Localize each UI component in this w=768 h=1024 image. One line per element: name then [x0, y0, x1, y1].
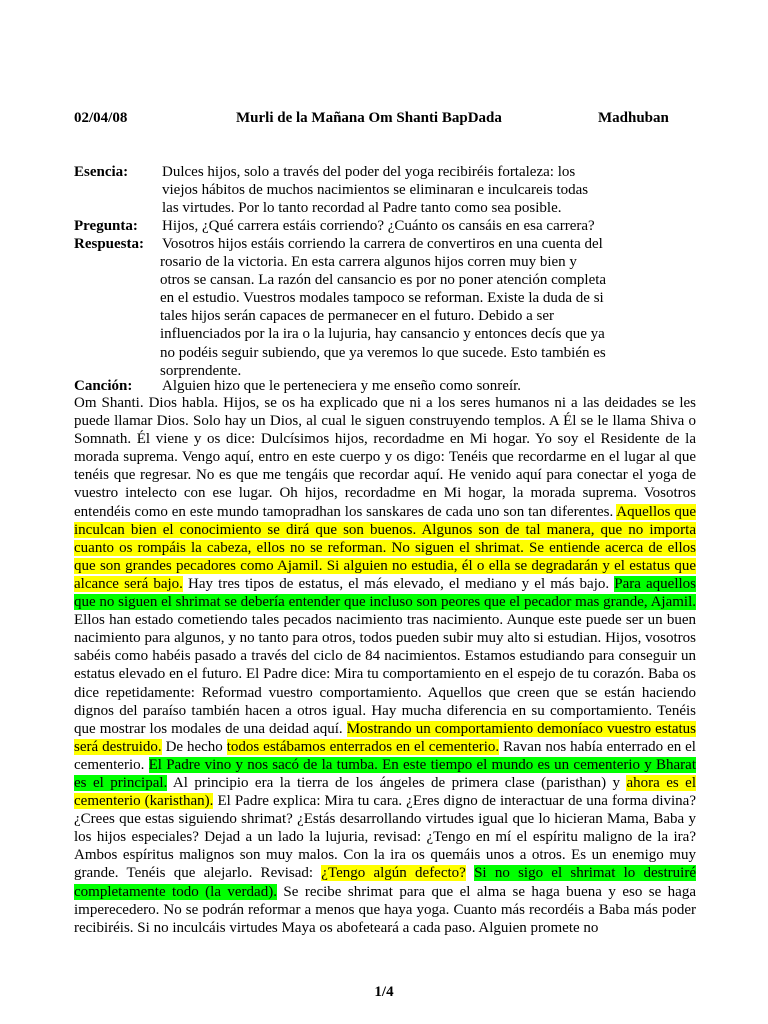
- respuesta-line: no podéis seguir subiendo, que ya veremos lo que sucede. Esto también es: [160, 344, 606, 361]
- document-title: Murli de la Mañana Om Shanti BapDada: [236, 110, 502, 126]
- highlighted-passage-yellow: Aquellos que inculcan bien el conocimiento se dirá que son buenos. Algunos son de tal manera, que no importa cuanto os rompáis la cabeza, ellos no se reforman. No siguen el shrimat. Se entiende acerca de ellos que son grandes pecadores como Ajamil. Si alguien no estudia, él o ella se degradarán y el estatus que alcance será bajo.: [74, 503, 696, 592]
- location: Madhuban: [598, 110, 669, 126]
- body-segment: Se recibe shrimat para que el alma se haga buena y eso se haga imperecedero. No se podrán reformar a menos que haya yoga. Cuanto más recordéis a Baba más poder recibiréis. Si no inculcáis virtudes Maya os abofeteará a cada paso. Alguien promete no: [74, 883, 696, 936]
- highlighted-passage-yellow: ahora es el cementerio (karisthan).: [74, 774, 697, 810]
- highlighted-passage-yellow: todos estábamos enterrados en el cementerio.: [226, 738, 500, 755]
- respuesta-text: [160, 235, 700, 380]
- body-segment: Hay tres tipos de estatus, el más elevado, el mediano y el más bajo.: [182, 575, 615, 592]
- date: 02/04/08: [74, 110, 128, 126]
- esencia-line: Dulces hijos, solo a través del poder del yoga recibiréis fortaleza: los: [162, 164, 576, 180]
- pregunta-text: Hijos, ¿Qué carrera estáis corriendo? ¿Cuánto os cansáis en esa carrera?: [162, 218, 595, 234]
- body-segment: De hecho: [161, 738, 227, 755]
- esencia-text: [160, 163, 700, 217]
- respuesta-line: rosario de la victoria. En esta carrera algunos hijos corren muy bien y: [160, 254, 577, 271]
- respuesta-label: Respuesta:: [74, 236, 144, 252]
- body-segment: Ellos han estado cometiendo tales pecados nacimiento tras nacimiento. Aunque este puede ser un buen nacimiento para algunos, y no tanto para otros, todos pueden subir muy alto si estudian. Hijos, vosotros sabéis como habéis pasado a través del ciclo de 84 nacimientos. Estamos estudiando para conseguir un estatus elevado en el futuro. El Padre dice: Mira tu comportamiento en el espejo de tu corazón. Baba os dice repetidamente: Reformad vuestro comportamiento. Aquellos que creen que se están haciendo dignos del paraíso también hacen a otros igual. Hay mucha diferencia en su comportamiento. Tenéis que mostrar los modales de una deidad aquí.: [74, 612, 696, 737]
- body-segment: [466, 865, 474, 881]
- pregunta-label: Pregunta:: [74, 218, 138, 234]
- esencia-line: viejos hábitos de muchos nacimientos se eliminaran e inculcareis todas: [162, 182, 589, 199]
- cancion-text: Alguien hizo que le perteneciera y me enseño como sonreír.: [162, 378, 522, 394]
- page-number: 1/4: [374, 984, 394, 1000]
- esencia-line: las virtudes. Por lo tanto recordad al Padre tanto como sea posible.: [162, 200, 562, 217]
- respuesta-line: tales hijos serán capaces de permanecer en el futuro. Debido a ser: [160, 308, 554, 325]
- cancion-label: Canción:: [74, 378, 133, 394]
- highlighted-passage-green: El Padre vino y nos sacó de la tumba. En este tiempo el mundo es un cementerio y Bharat es el principal.: [74, 756, 696, 791]
- highlighted-passage-yellow: Mostrando un comportamiento demoníaco vuestro estatus será destruido.: [74, 720, 696, 755]
- highlighted-passage-green: Para aquellos que no siguen el shrimat se debería entender que incluso son peores que el pecador mas grande, Ajamil.: [74, 575, 696, 611]
- respuesta-line: otros se cansan. La razón del cansancio es por no poner atención completa: [160, 272, 607, 289]
- respuesta-line: Vosotros hijos estáis corriendo la carrera de convertiros en una cuenta del: [162, 236, 603, 252]
- body-segment: El Padre explica: Mira tu cara. ¿Eres digno de interactuar de una forma divina? ¿Crees que estas siguiendo shrimat? ¿Estás desarrollando virtudes igual que lo hicieran Mama, Baba y los hijos especiales? Dejad a un lado la lujuria, revisad: ¿Tengo en mí el espíritu maligno de la ira? Ambos espíritus malignos son muy malos. Con la ira os quemáis unos a otros. Es un enemigo muy grande. Tenéis que alejarlo. Revisad:: [74, 793, 697, 882]
- respuesta-line: sorprendente.: [160, 362, 242, 379]
- body-segment: Ravan nos había enterrado en el cementerio.: [74, 738, 696, 773]
- highlighted-passage-yellow: ¿Tengo algún defecto?: [321, 865, 466, 882]
- body-segment: Om Shanti. Dios habla. Hijos, se os ha explicado que ni a los seres humanos ni a las deidades se les puede llamar Dios. Solo hay un Dios, al cual le siguen construyendo templos. A Él se le llama Shiva o Somnath. Él viene y os dice: Dulcísimos hijos, recordadme en Mi hogar. Yo soy el Residente de la morada suprema. Vengo aquí, entro en este cuerpo y os digo: Tenéis que recordarme en el lugar al que tenéis que regresar. No es que me tengáis que recordar aquí. He venido aquí para conectar el yoga de vuestro intelecto con ese lugar. Oh hijos, recordadme en Mi hogar, la morada suprema. Vosotros entendéis como en este mundo tamopradhan los sanskares de cada uno son tan diferentes.: [74, 395, 696, 520]
- body-segment: Al principio era la tierra de los ángeles de primera clase (paristhan) y: [167, 774, 627, 791]
- respuesta-line: influenciados por la ira o la lujuria, hay cansancio y entonces decís que ya: [160, 326, 605, 343]
- murli-body-text: [74, 394, 696, 937]
- esencia-label: Esencia:: [74, 164, 129, 180]
- highlighted-passage-green: Si no sigo el shrimat lo destruiré completamente todo (la verdad).: [74, 865, 696, 900]
- respuesta-line: en el estudio. Vuestros modales tampoco se reforman. Existe la duda de si: [160, 290, 604, 307]
